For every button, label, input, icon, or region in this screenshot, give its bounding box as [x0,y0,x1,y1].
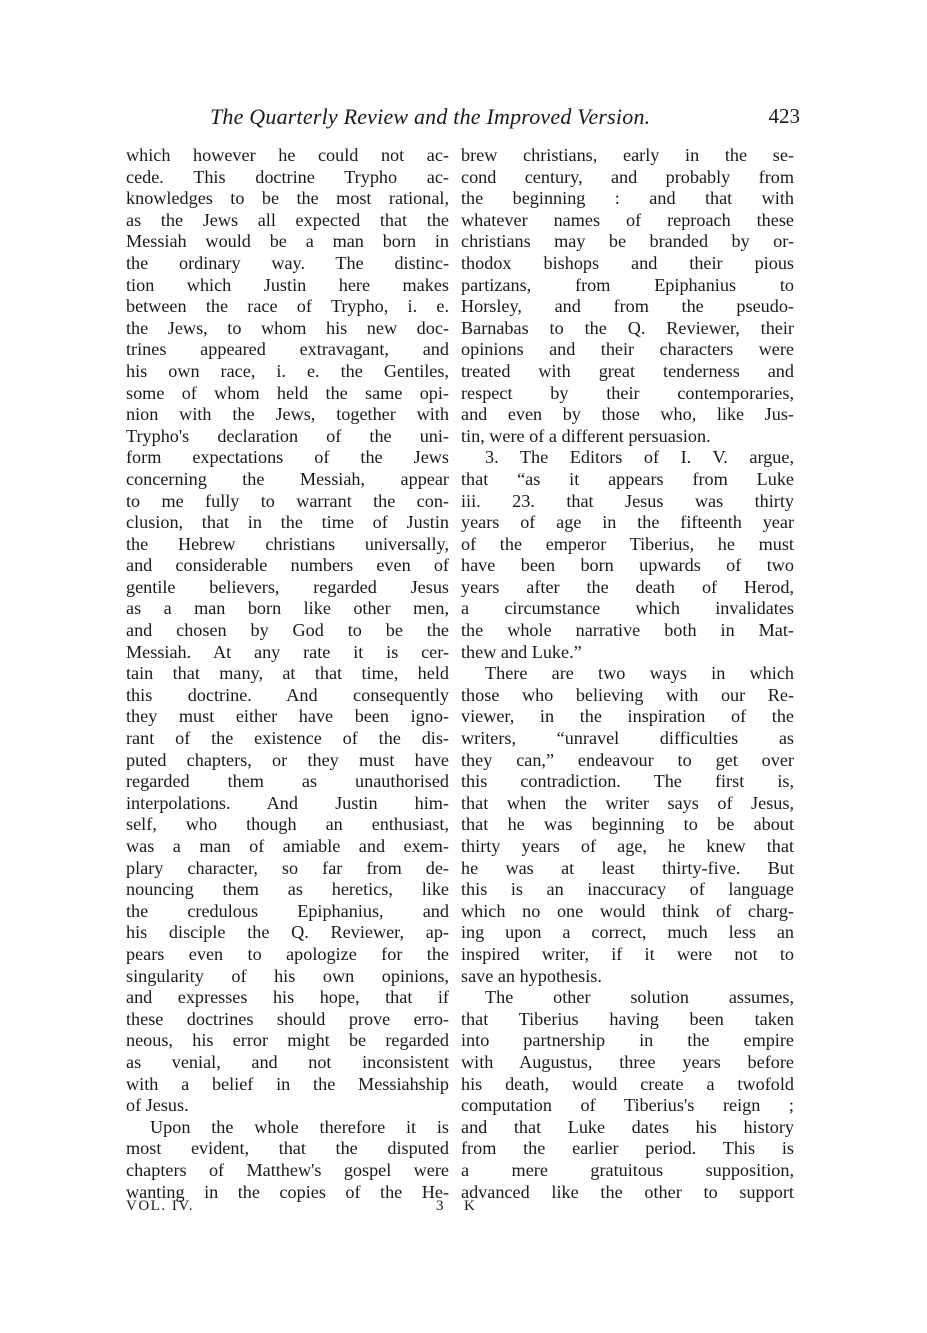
right-text-column [461,145,794,1203]
text-line: the credulous Epiphanius, and [126,900,449,921]
text-line: between the race of Trypho, i. e. [126,296,449,317]
text-line: respect by their contemporaries, [461,382,794,403]
text-line: singularity of his own opinions, [126,965,449,986]
text-line: and that Luke dates his history [461,1116,794,1137]
text-line: thodox bishops and their pious [461,252,794,273]
text-line: years after the death of Herod, [461,576,794,597]
text-line: knowledges to be the most rational, [126,188,449,209]
text-line: ing upon a correct, much less an [461,922,794,943]
text-line: some of whom held the same opi- [126,382,449,403]
text-line: a mere gratuitous supposition, [461,1159,794,1180]
text-line: the Hebrew christians universally, [126,533,449,554]
text-line: advanced like the other to support [461,1181,794,1202]
text-line: the whole narrative both in Mat- [461,620,794,641]
text-line: and considerable numbers even of [126,555,449,576]
text-line: Barnabas to the Q. Reviewer, their [461,317,794,338]
text-line: as a man born like other men, [126,598,449,619]
page-number: 423 [768,104,800,128]
text-line: Upon the whole therefore it is [150,1116,449,1137]
text-line: have been born upwards of two [461,555,794,576]
text-line: his disciple the Q. Reviewer, ap- [126,922,449,943]
text-line: was a man of amiable and exem- [126,836,449,856]
signature-number: 3 [436,1198,445,1214]
text-line: Messiah. At any rate it is cer- [126,641,449,662]
text-line: this is an inaccuracy of language [461,879,794,900]
text-line: partizans, from Epiphanius to [461,274,794,295]
page-header [120,104,800,134]
text-line: The other solution assumes, [485,987,794,1008]
text-line: his death, would create a twofold [461,1073,794,1094]
text-line: trines appeared extravagant, and [126,339,449,360]
text-line: computation of Tiberius's reign ; [461,1095,794,1116]
text-line: with a belief in the Messiahship [126,1073,449,1094]
text-line: interpolations. And Justin him- [126,792,449,813]
text-line: those who believing with our Re- [461,684,794,705]
text-line: rant of the existence of the dis- [126,728,449,749]
text-line: wanting in the copies of the He- [126,1181,449,1202]
text-line: most evident, that the disputed [126,1138,449,1159]
text-line: the beginning : and that with [461,188,794,209]
text-line: save an hypothesis. [461,965,602,986]
text-line: they can,” endeavour to get over [461,749,794,770]
text-line: concerning the Messiah, appear [126,468,449,489]
text-line: regarded them as unauthorised [126,771,449,792]
text-line: this doctrine. And consequently [126,684,449,705]
text-line: from the earlier period. This is [461,1138,794,1159]
text-line: self, who though an enthusiast, [126,814,449,835]
text-line: they must either have been igno- [126,706,449,727]
text-line: writers, “unravel difficulties as [461,728,794,749]
text-line: of the emperor Tiberius, he must [461,533,794,554]
left-text-column [126,145,449,1203]
text-line: to me fully to warrant the con- [126,490,449,511]
text-line: puted chapters, or they must have [126,749,449,770]
text-line: a circumstance which invalidates [461,598,794,619]
text-line: the ordinary way. The distinc- [126,252,449,273]
text-line: as venial, and not inconsistent [126,1051,449,1072]
text-line: the Jews, to whom his new doc- [126,317,449,338]
text-line: of Jesus. [126,1095,189,1116]
text-line: that Tiberius having been taken [461,1008,794,1029]
text-line: inspired writer, if it were not to [461,943,794,964]
text-line: years of age in the fifteenth year [461,512,794,533]
text-line: cede. This doctrine Trypho ac- [126,166,449,187]
text-line: tion which Justin here makes [126,274,449,295]
text-line: cond century, and probably from [461,166,794,187]
text-line: that he was beginning to be about [461,814,794,835]
text-line: thirty years of age, he knew that [461,836,794,856]
text-line: opinions and their characters were [461,339,794,360]
text-line: into partnership in the empire [461,1030,794,1051]
text-line: his own race, i. e. the Gentiles, [126,360,449,381]
text-line: tin, were of a different persuasion. [461,425,711,446]
text-line: chapters of Matthew's gospel were [126,1159,449,1180]
text-line: that “as it appears from Luke [461,468,794,489]
text-line: pears even to apologize for the [126,943,449,964]
signature-mark: K [464,1198,477,1214]
text-line: iii. 23. that Jesus was thirty [461,490,794,511]
text-line: christians may be branded by or- [461,231,794,252]
text-line: brew christians, early in the se- [461,145,794,165]
running-head: The Quarterly Review and the Improved Version. [210,104,651,129]
text-line: treated with great tenderness and [461,360,794,381]
text-line: these doctrines should prove erro- [126,1008,449,1029]
text-line: nouncing them as heretics, like [126,879,449,900]
text-line: he was at least thirty-five. But [461,857,794,878]
text-line: nion with the Jews, together with [126,404,449,425]
text-line: There are two ways in which [485,663,794,684]
text-line: whatever names of reproach these [461,209,794,230]
text-line: this contradiction. The first is, [461,771,794,792]
text-line: which no one would think of charg- [461,900,794,921]
text-line: and chosen by God to be the [126,620,449,641]
text-line: viewer, in the inspiration of the [461,706,794,727]
text-line: 3. The Editors of I. V. argue, [485,447,794,468]
text-line: Trypho's declaration of the uni- [126,425,449,446]
text-line: tain that many, at that time, held [126,663,449,684]
text-line: with Augustus, three years before [461,1051,794,1072]
text-line: gentile believers, regarded Jesus [126,576,449,597]
text-line: plary character, so far from de- [126,857,449,878]
text-line: thew and Luke.” [461,641,582,662]
text-line: and expresses his hope, that if [126,987,449,1008]
text-line: Messiah would be a man born in [126,231,449,252]
text-line: as the Jews all expected that the [126,209,449,230]
text-line: neous, his error might be regarded [126,1030,449,1051]
volume-label: VOL. IV. [126,1198,194,1214]
text-line: which however he could not ac- [126,145,449,165]
text-line: form expectations of the Jews [126,447,449,468]
page-footer [126,1198,626,1222]
text-line: clusion, that in the time of Justin [126,512,449,533]
text-line: that when the writer says of Jesus, [461,792,794,813]
text-line: Horsley, and from the pseudo- [461,296,794,317]
text-line: and even by those who, like Jus- [461,404,794,425]
